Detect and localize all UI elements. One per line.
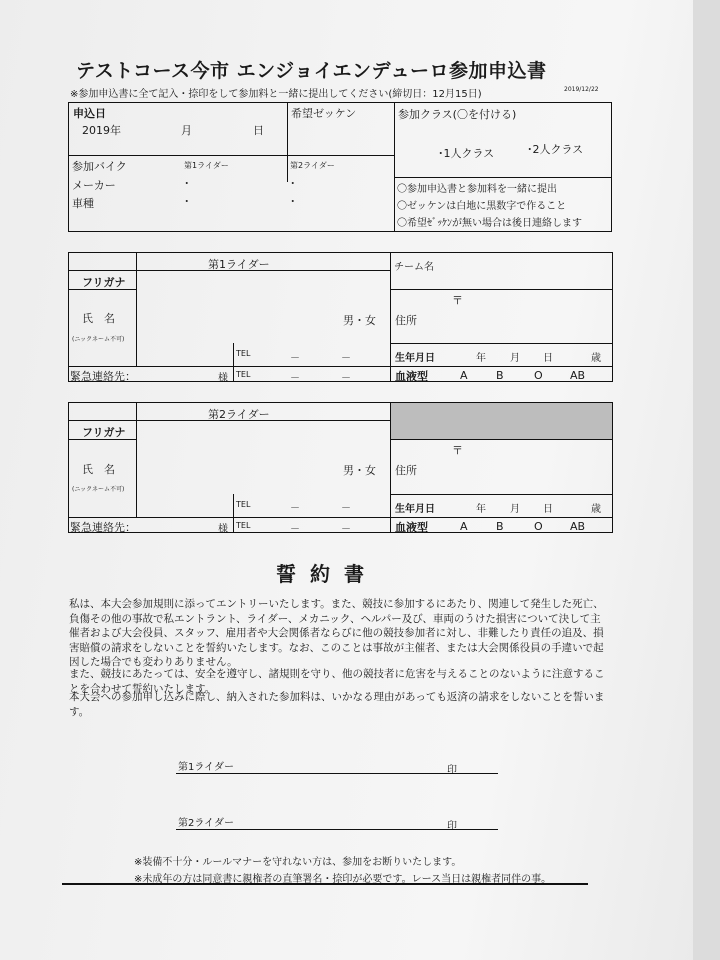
rider1-furigana-label: フリガナ xyxy=(82,276,126,289)
rider1-gender: 男・女 xyxy=(343,314,376,327)
signature-rider2-seal: 印 xyxy=(447,821,457,832)
rider2-blood-ab: AB xyxy=(570,520,586,533)
rider1-tel-dash-1: － xyxy=(290,353,300,364)
class-label: 参加クラス(〇を付ける) xyxy=(398,108,517,121)
rider2-address-label: 住所 xyxy=(395,464,417,477)
footer-note-1: ※装備不十分・ルールマナーを守れない方は、参加をお断りいたします。 xyxy=(134,857,462,868)
rider2-sama: 様 xyxy=(218,524,228,535)
rider2-age: 歳 xyxy=(591,504,601,515)
rider2-heading: 第2ライダー xyxy=(208,408,270,421)
bike-label: 参加バイク xyxy=(72,160,127,173)
model-label: 車種 xyxy=(72,197,94,210)
footer-rule xyxy=(62,883,588,885)
page-title: テストコース今市 エンジョイエンデューロ参加申込書 xyxy=(76,60,547,82)
rider1-blood-ab: AB xyxy=(570,369,586,382)
pledge-paragraph-1: 私は、本大会参加規則に添ってエントリーいたします。また、競技に参加するにあたり、関連して発生した死亡、負傷その他の事故で私エントラント、ライダー、メカニック、ヘルパー及び、車両のうけた損害について決して主催者および大会役員、スタッフ、雇用者や大会関係者ならびに他の競技参加者に対し、非難したり責任の追及、損害賠償の請求をしないことを誓約いたします。なお、このことは事故が主催者、または大会関係役員の手違いで起因した場合でも変わりありません。 xyxy=(69,598,604,668)
apply-year: 2019年 xyxy=(82,124,121,137)
rider1-sama: 様 xyxy=(218,373,228,384)
apply-month: 月 xyxy=(181,124,192,137)
rider1-tel-label: TEL xyxy=(236,349,251,358)
model-dot-2: ･ xyxy=(290,195,296,208)
signature-rider2-line xyxy=(176,829,498,830)
zekken-label: 希望ゼッケン xyxy=(291,107,357,120)
rider2-furigana-label: フリガナ xyxy=(82,426,126,439)
rider1-name-label: 氏 名 xyxy=(82,312,115,325)
rider2-tel-dash-2: － xyxy=(341,503,351,514)
rider1-age: 歳 xyxy=(591,353,601,364)
signature-rider1-label: 第1ライダー xyxy=(178,762,235,773)
rider2-birth-day: 日 xyxy=(543,504,553,515)
rider2-birth-label: 生年月日 xyxy=(395,504,435,515)
rider2-blood-label: 血液型 xyxy=(395,521,428,534)
rider1-tel-dash-2: － xyxy=(341,353,351,364)
rider2-blood-a: A xyxy=(460,520,468,533)
note-2: 〇ゼッケンは白地に黒数字で作ること xyxy=(397,201,567,212)
bike-rider2-column: 第2ライダー xyxy=(290,161,335,170)
rider1-postal-mark: 〒 xyxy=(452,294,463,307)
rider1-team-label: チーム名 xyxy=(394,262,434,273)
rider2-gender: 男・女 xyxy=(343,464,376,477)
rider1-blood-b: B xyxy=(496,369,504,382)
rider1-emergency-tel-label: TEL xyxy=(236,370,251,379)
footer-note-2: ※未成年の方は同意書に親権者の直筆署名・捺印が必要です。レース当日は親権者同伴の事。 xyxy=(134,874,552,885)
rider1-birth-label: 生年月日 xyxy=(395,353,435,364)
rider2-tel-label: TEL xyxy=(236,500,251,509)
rider1-address-label: 住所 xyxy=(395,314,417,327)
rider1-emergency-label: 緊急連絡先： xyxy=(70,370,136,383)
rider2-tel-dash-1: － xyxy=(290,503,300,514)
note-3: 〇希望ｾﾞｯｹﾝが無い場合は後日連絡します xyxy=(397,218,582,229)
maker-dot-2: ･ xyxy=(290,177,296,190)
class-option-duo: ･2人クラス xyxy=(527,143,584,156)
signature-rider2-label: 第2ライダー xyxy=(178,818,235,829)
pledge-title: 誓約書 xyxy=(276,562,378,586)
document-date: 2019/12/22 xyxy=(564,86,599,93)
rider1-birth-day: 日 xyxy=(543,353,553,364)
application-table xyxy=(68,102,612,232)
model-dot-1: ･ xyxy=(184,195,190,208)
rider2-birth-year: 年 xyxy=(476,504,486,515)
apply-day: 日 xyxy=(253,124,264,137)
rider2-emergency-dash-1: － xyxy=(290,524,300,535)
rider2-birth-month: 月 xyxy=(510,504,520,515)
maker-label: メーカー xyxy=(72,179,116,192)
rider1-nickname-note: (ニックネーム不可) xyxy=(72,336,125,343)
rider1-emergency-dash-2: － xyxy=(341,373,351,384)
rider1-blood-label: 血液型 xyxy=(395,370,428,383)
instruction-text: ※参加申込書に全て記入・捺印をして参加料と一緒に提出してください(締切日：12月15日) xyxy=(70,89,482,100)
maker-dot-1: ･ xyxy=(184,177,190,190)
rider2-postal-mark: 〒 xyxy=(452,444,463,457)
apply-date-label: 申込日 xyxy=(73,107,106,120)
rider2-name-label: 氏 名 xyxy=(82,463,115,476)
rider1-birth-month: 月 xyxy=(510,353,520,364)
rider1-emergency-dash-1: － xyxy=(290,373,300,384)
rider1-blood-a: A xyxy=(460,369,468,382)
pledge-paragraph-2: また、競技にあたっては、安全を遵守し、諸規則を守り、他の競技者に危害を与えることのないように注意することを合わせて誓約いたします。 xyxy=(69,668,605,695)
class-option-solo: ･1人クラス xyxy=(438,147,495,160)
pledge-paragraph-3: 本大会への参加申し込みに際し、納入された参加料は、いかなる理由があっても返済の請求をしないことを誓います。 xyxy=(69,691,605,718)
rider2-shaded-cell xyxy=(391,403,612,439)
rider1-blood-o: O xyxy=(534,369,543,382)
signature-rider1-line xyxy=(176,773,498,774)
rider2-emergency-label: 緊急連絡先： xyxy=(70,521,136,534)
rider1-birth-year: 年 xyxy=(476,353,486,364)
rider2-emergency-tel-label: TEL xyxy=(236,521,251,530)
rider2-emergency-dash-2: － xyxy=(341,524,351,535)
bike-rider1-column: 第1ライダー xyxy=(184,161,229,170)
paper-edge-shadow xyxy=(693,0,720,960)
rider2-blood-b: B xyxy=(496,520,504,533)
signature-rider1-seal: 印 xyxy=(447,765,457,776)
rider2-nickname-note: (ニックネーム不可) xyxy=(72,486,125,493)
rider2-blood-o: O xyxy=(534,520,543,533)
rider1-heading: 第1ライダー xyxy=(208,258,270,271)
note-1: 〇参加申込書と参加料を一緒に提出 xyxy=(397,184,557,195)
